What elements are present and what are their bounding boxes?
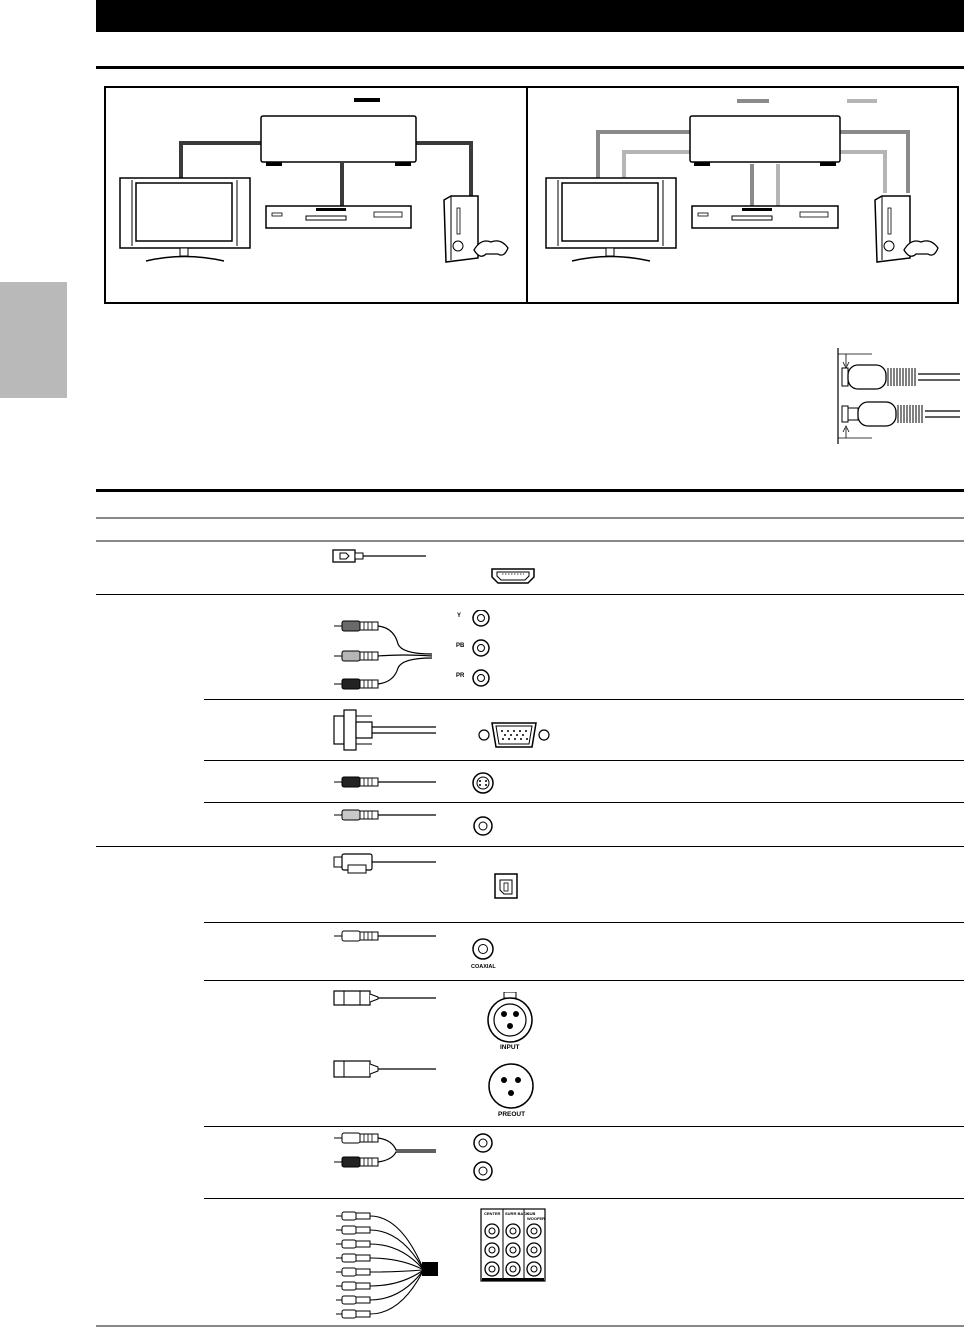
multichannel-cable-icon [336, 1206, 440, 1326]
section-rule-table [96, 489, 964, 492]
hdmi-jack-icon [490, 566, 536, 586]
vga-cable-icon [332, 708, 438, 752]
row-rule [204, 980, 964, 981]
row-rule [96, 594, 964, 595]
rca-plug-body [342, 1240, 356, 1248]
composite-jack-icon [472, 815, 494, 837]
xlr-preout-jack-icon [486, 1062, 536, 1110]
component-jacks [456, 610, 496, 692]
hdmi-cable-icon [332, 548, 428, 564]
row-rule [204, 922, 964, 923]
multichannel-jack-panel [480, 1208, 546, 1282]
component-cable-icon [332, 614, 436, 690]
plug-insertion-illustration [828, 344, 962, 450]
composite-cable-icon [332, 807, 438, 823]
rca-plug-wire [370, 1271, 422, 1286]
coaxial-cable-icon [332, 928, 438, 944]
rca-plug-body [342, 1310, 356, 1318]
section-rule-top [96, 66, 964, 69]
rca-plug-body [342, 1268, 356, 1276]
s-video-cable-icon [332, 774, 438, 790]
jack-label-pb: PB [456, 643, 465, 649]
coaxial-label: COAXIAL [471, 964, 496, 970]
table-bottom-rule [96, 1325, 964, 1327]
rca-plug-grip [356, 1269, 370, 1275]
jack-label-pr: PR [456, 673, 465, 679]
rca-plug-grip [356, 1255, 370, 1261]
row-rule [204, 1126, 964, 1127]
xlr-male-cable-icon [332, 1058, 438, 1080]
rca-plug-body [342, 1212, 356, 1220]
rca-plug-body [342, 1282, 356, 1290]
multich-label-center: CENTER [484, 1211, 501, 1216]
rca-plug-body [342, 1226, 356, 1234]
jack-label-y: Y [457, 613, 462, 619]
row-rule [204, 802, 964, 803]
rca-plug-grip [356, 1297, 370, 1303]
hdmi-connection-diagram [106, 88, 526, 302]
component-connection-diagram [530, 88, 957, 302]
rca-plug-body [342, 1254, 356, 1262]
vga-jack-icon [476, 718, 552, 752]
rca-plug-grip [356, 1213, 370, 1219]
xlr-preout-jack [486, 1062, 538, 1122]
coaxial-jack [466, 936, 502, 972]
xlr-input-jack-icon [484, 992, 536, 1044]
row-rule [204, 760, 964, 761]
xlr-female-cable-icon [332, 988, 438, 1010]
coaxial-jack-icon [466, 936, 502, 964]
rca-plug-grip [356, 1311, 370, 1317]
s-video-jack-icon [471, 771, 495, 795]
row-rule [96, 846, 964, 847]
optical-jack-icon [493, 872, 519, 900]
side-tab [0, 282, 67, 398]
analog-audio-jack-icons [472, 1132, 494, 1182]
row-rule [204, 1198, 964, 1199]
component-jack-icons [456, 610, 496, 692]
diagram-divider [526, 86, 528, 304]
rca-plug-wire [370, 1270, 422, 1272]
rca-plug-wire [370, 1258, 422, 1269]
rca-plug-grip [356, 1283, 370, 1289]
rca-plug-grip [356, 1227, 370, 1233]
rca-plug-body [342, 1296, 356, 1304]
xlr-input-label: INPUT [500, 1044, 520, 1051]
header-bar [96, 0, 964, 32]
xlr-input-jack [484, 992, 536, 1054]
table-header-rule-bottom [96, 540, 964, 542]
multich-label-surr-back: SURR BACK [505, 1211, 529, 1216]
multich-label-subwoofer: SUB WOOFER [527, 1211, 545, 1221]
optical-cable-icon [332, 851, 438, 877]
rca-plug-grip [356, 1241, 370, 1247]
analog-audio-cable-icon [332, 1130, 438, 1170]
table-header-rule [96, 517, 964, 519]
xlr-preout-label: PREOUT [498, 1111, 526, 1118]
row-rule [204, 699, 964, 700]
rca-plug-wire [370, 1230, 422, 1267]
